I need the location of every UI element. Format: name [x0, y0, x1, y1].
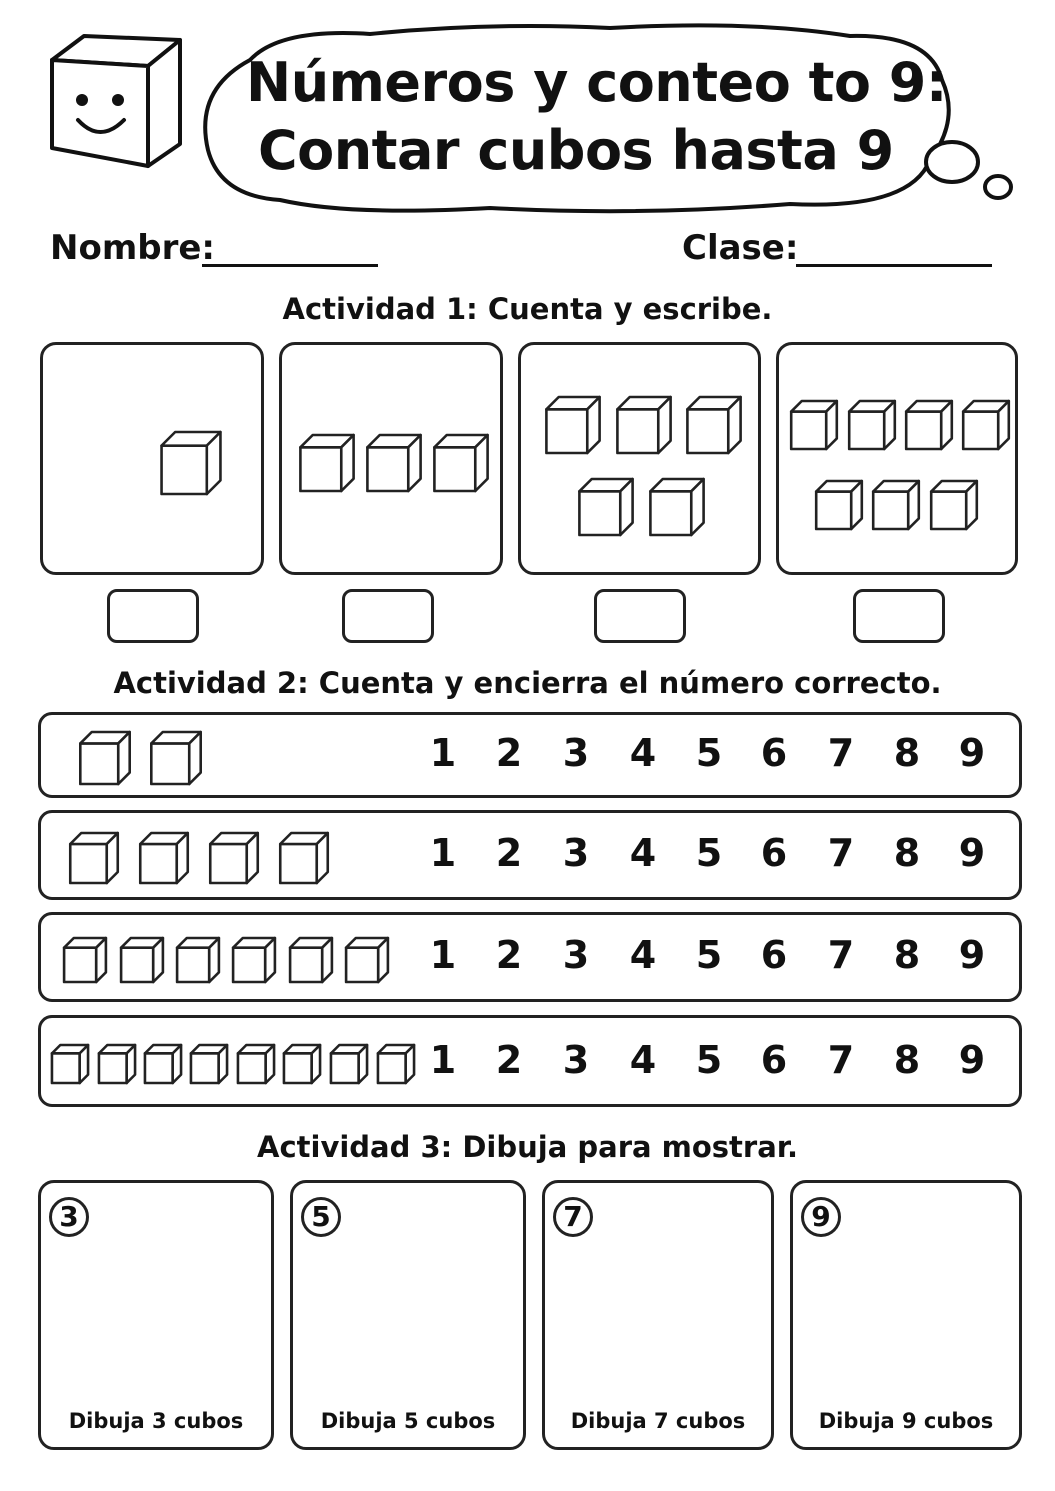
cube-icon — [617, 397, 670, 453]
number-choice-9[interactable]: 9 — [958, 731, 986, 775]
activity-1-heading: Actividad 1: Cuenta y escribe. — [282, 292, 773, 326]
number-choice-8[interactable]: 8 — [893, 933, 921, 977]
answer-box-2[interactable] — [342, 589, 434, 643]
number-choice-5[interactable]: 5 — [695, 831, 723, 875]
cube-group — [282, 345, 506, 578]
number-choice-4[interactable]: 4 — [629, 1038, 657, 1082]
draw-box-1[interactable] — [38, 1180, 274, 1450]
circle-row-1 — [38, 712, 1022, 798]
draw-caption: Dibuja 3 cubos — [68, 1409, 244, 1433]
count-box-3 — [518, 342, 761, 575]
count-box-2 — [279, 342, 503, 575]
answer-box-4[interactable] — [853, 589, 945, 643]
name-label: Nombre: — [50, 228, 216, 268]
class-label: Clase: — [682, 228, 799, 268]
page-title-line-1: Números y conteo to 9: — [246, 51, 947, 114]
number-choice-3[interactable]: 3 — [562, 731, 590, 775]
number-choices — [41, 813, 1019, 897]
number-choice-7[interactable]: 7 — [827, 933, 855, 977]
activity-2-heading: Actividad 2: Cuenta y encierra el número correcto. — [113, 666, 942, 700]
smiling-cube-icon — [44, 28, 189, 173]
number-choice-1[interactable]: 1 — [429, 1038, 457, 1082]
circle-row-3 — [38, 912, 1022, 1002]
class-line[interactable] — [796, 264, 992, 267]
draw-caption: Dibuja 5 cubos — [320, 1409, 496, 1433]
number-choice-7[interactable]: 7 — [827, 731, 855, 775]
number-choice-2[interactable]: 2 — [495, 731, 523, 775]
number-choice-2[interactable]: 2 — [495, 1038, 523, 1082]
draw-caption: Dibuja 9 cubos — [818, 1409, 994, 1433]
cube-icon — [300, 435, 353, 491]
number-choice-3[interactable]: 3 — [562, 831, 590, 875]
cube-icon — [963, 401, 1009, 449]
number-choice-1[interactable]: 1 — [429, 731, 457, 775]
number-choice-5[interactable]: 5 — [695, 731, 723, 775]
number-choice-2[interactable]: 2 — [495, 933, 523, 977]
page-title-line-2: Contar cubos hasta 9 — [258, 119, 894, 182]
cube-icon — [434, 435, 487, 491]
number-choice-2[interactable]: 2 — [495, 831, 523, 875]
draw-caption: Dibuja 7 cubos — [570, 1409, 746, 1433]
cube-icon — [687, 397, 740, 453]
number-choice-4[interactable]: 4 — [629, 831, 657, 875]
number-choices — [41, 1018, 1019, 1104]
number-choice-3[interactable]: 3 — [562, 933, 590, 977]
draw-box-2[interactable] — [290, 1180, 526, 1450]
number-badge: 3 — [49, 1197, 89, 1237]
answer-box-3[interactable] — [594, 589, 686, 643]
circle-row-4 — [38, 1015, 1022, 1107]
cube-icon — [906, 401, 952, 449]
number-choice-6[interactable]: 6 — [760, 831, 788, 875]
draw-box-3[interactable] — [542, 1180, 774, 1450]
cube-icon — [579, 479, 632, 535]
number-choices — [41, 715, 1019, 795]
cube-icon — [931, 481, 977, 529]
number-choice-8[interactable]: 8 — [893, 1038, 921, 1082]
cube-group — [521, 345, 764, 578]
cube-group — [43, 345, 267, 578]
number-badge: 7 — [553, 1197, 593, 1237]
cube-icon — [650, 479, 703, 535]
number-choice-5[interactable]: 5 — [695, 933, 723, 977]
number-choice-9[interactable]: 9 — [958, 831, 986, 875]
number-choice-8[interactable]: 8 — [893, 731, 921, 775]
number-choice-3[interactable]: 3 — [562, 1038, 590, 1082]
number-badge: 5 — [301, 1197, 341, 1237]
number-choice-8[interactable]: 8 — [893, 831, 921, 875]
number-choice-6[interactable]: 6 — [760, 933, 788, 977]
name-line[interactable] — [202, 264, 378, 267]
number-choice-1[interactable]: 1 — [429, 831, 457, 875]
number-choices — [41, 915, 1019, 999]
cube-icon — [849, 401, 895, 449]
cube-group — [779, 345, 1021, 578]
number-choice-6[interactable]: 6 — [760, 1038, 788, 1082]
count-box-1 — [40, 342, 264, 575]
number-choice-6[interactable]: 6 — [760, 731, 788, 775]
cube-icon — [546, 397, 599, 453]
answer-box-1[interactable] — [107, 589, 199, 643]
number-choice-4[interactable]: 4 — [629, 731, 657, 775]
number-choice-5[interactable]: 5 — [695, 1038, 723, 1082]
cube-icon — [791, 401, 837, 449]
number-choice-9[interactable]: 9 — [958, 933, 986, 977]
cube-icon — [816, 481, 862, 529]
activity-3-heading: Actividad 3: Dibuja para mostrar. — [257, 1130, 798, 1164]
number-choice-7[interactable]: 7 — [827, 831, 855, 875]
count-box-4 — [776, 342, 1018, 575]
number-badge: 9 — [801, 1197, 841, 1237]
number-choice-1[interactable]: 1 — [429, 933, 457, 977]
circle-row-2 — [38, 810, 1022, 900]
cube-icon — [162, 432, 221, 494]
cube-icon — [367, 435, 420, 491]
draw-box-4[interactable] — [790, 1180, 1022, 1450]
cube-icon — [873, 481, 919, 529]
number-choice-4[interactable]: 4 — [629, 933, 657, 977]
number-choice-9[interactable]: 9 — [958, 1038, 986, 1082]
number-choice-7[interactable]: 7 — [827, 1038, 855, 1082]
